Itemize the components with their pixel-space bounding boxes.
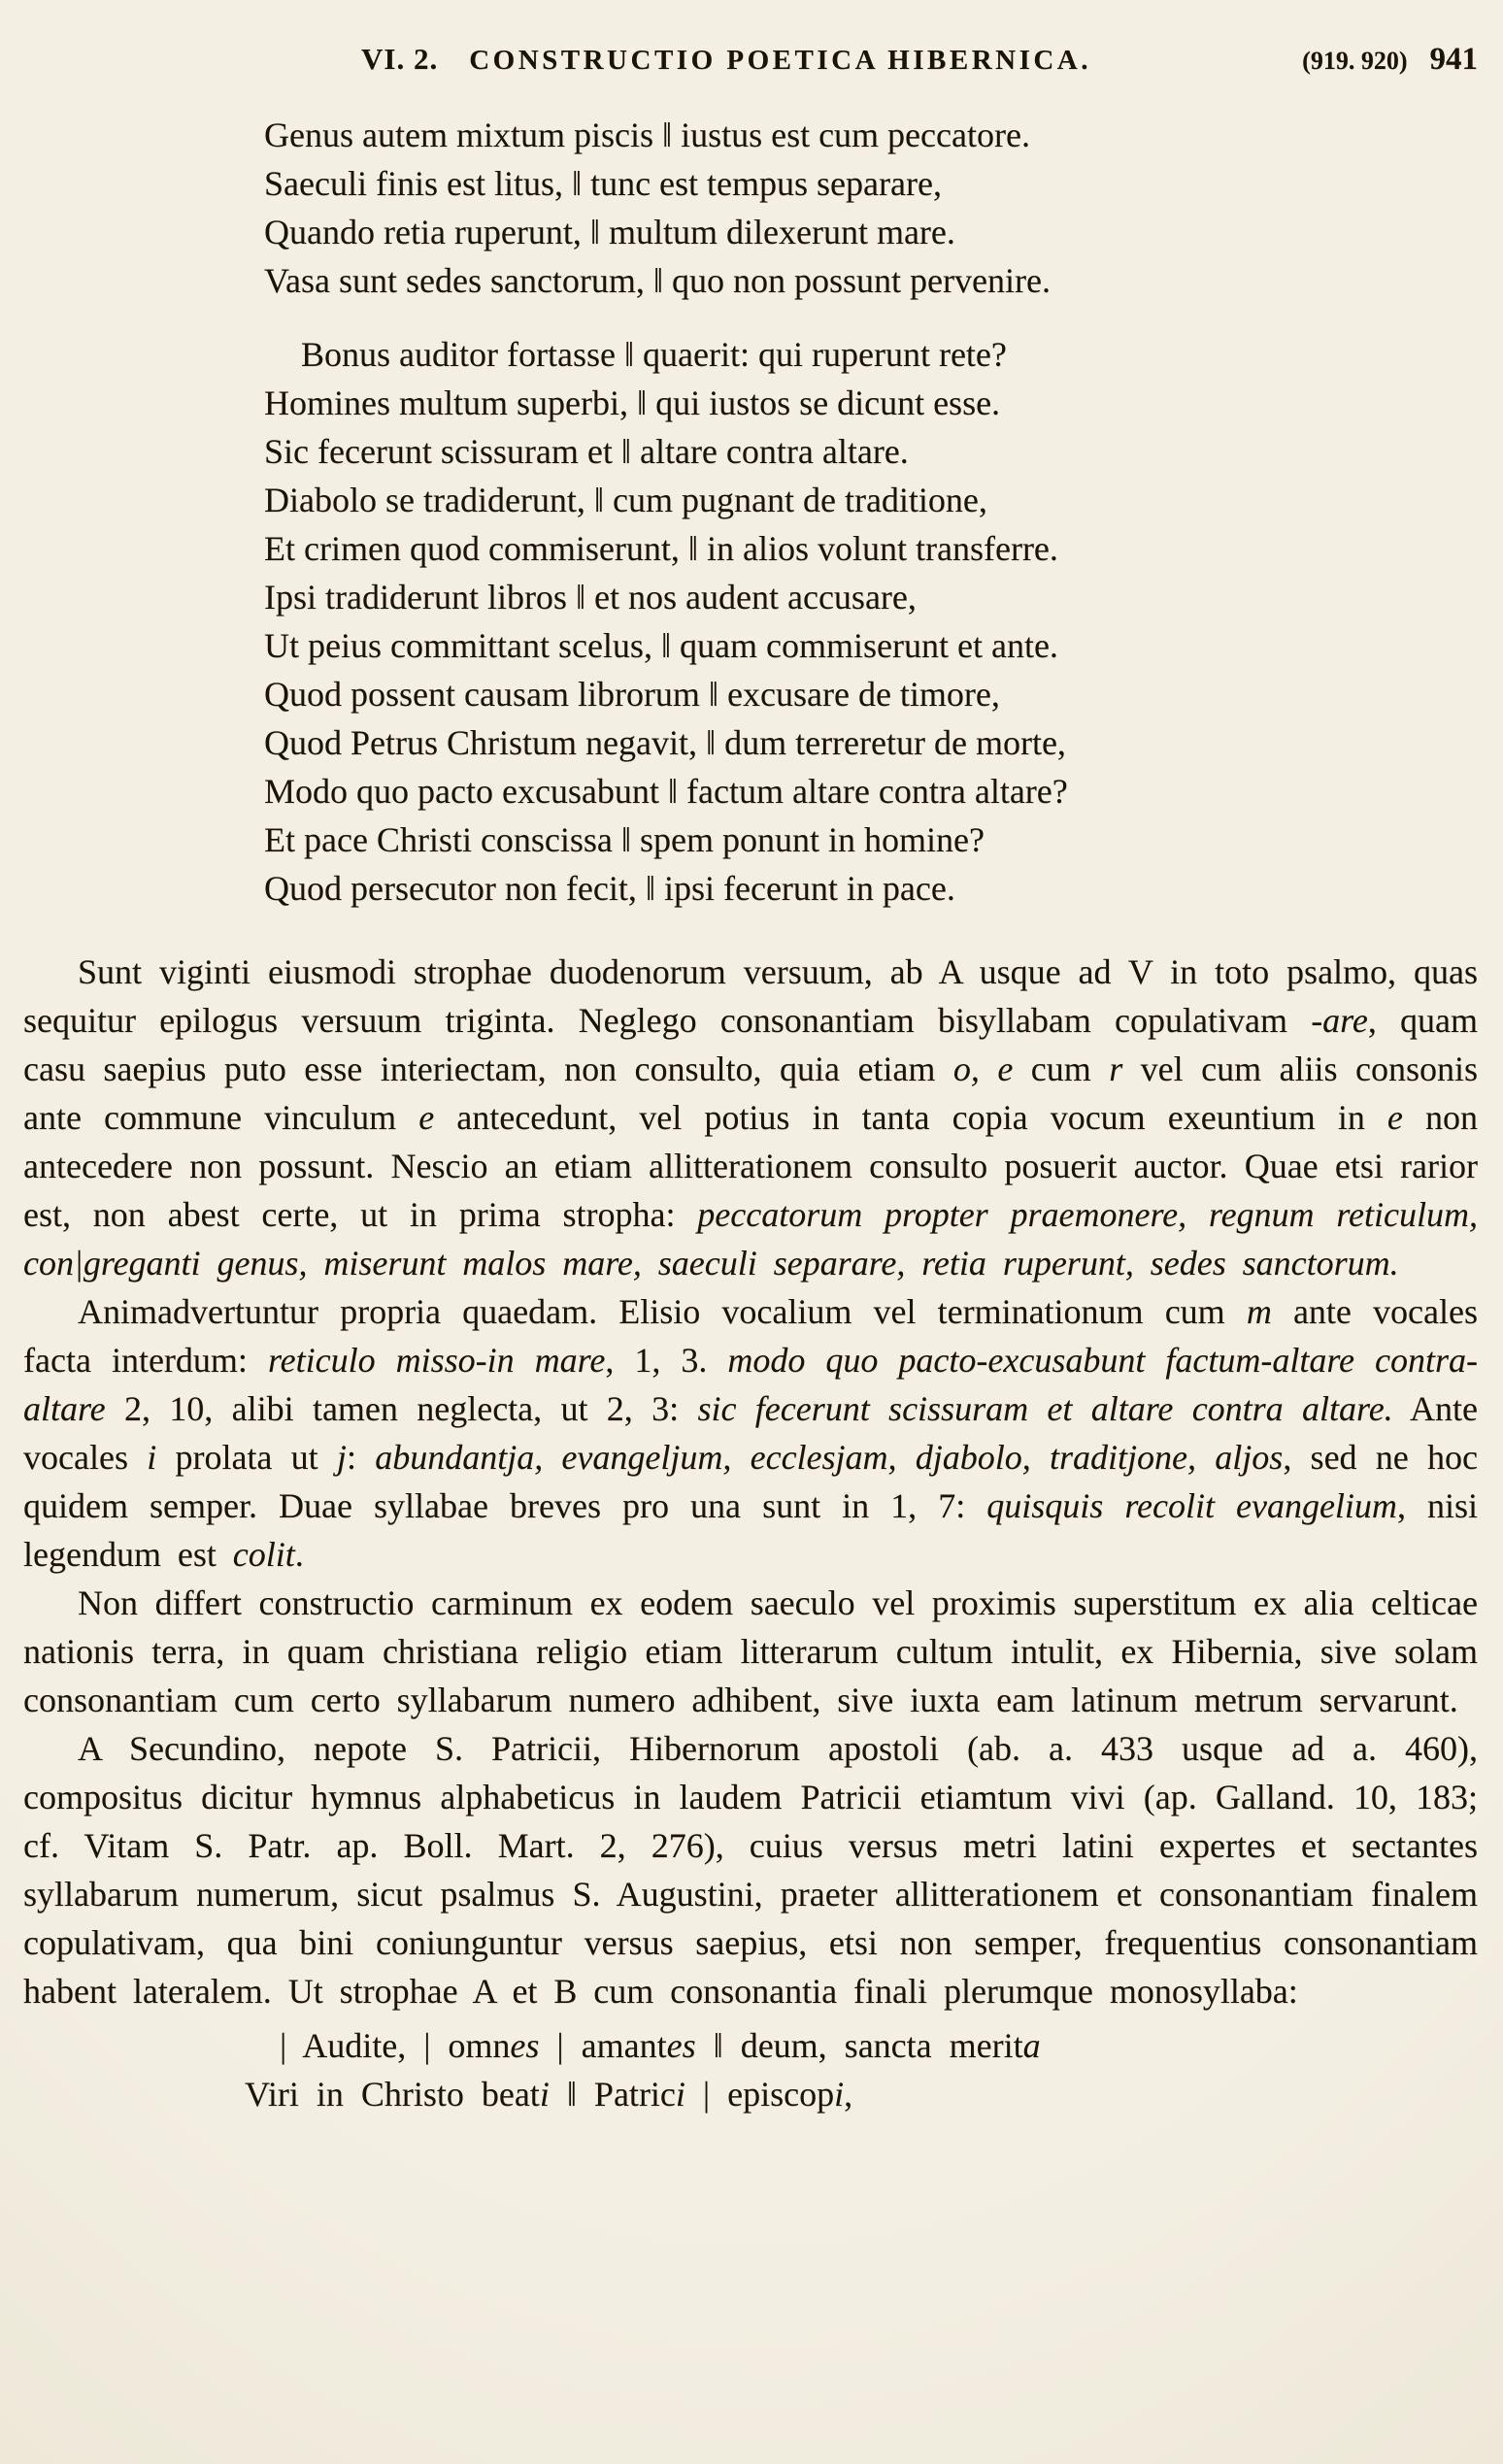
- verse-line: Quod persecutor non fecit, ‖ ipsi fecerunt in pace.: [264, 869, 955, 908]
- verse-line: Genus autem mixtum piscis ‖ iustus est cum peccatore.: [264, 116, 1030, 154]
- verse-line: Viri in Christo beati ‖ Patrici | episcopi,: [245, 2075, 853, 2114]
- verse-line: Ut peius committant scelus, ‖ quam commiserunt et ante.: [264, 626, 1058, 665]
- prose-commentary: [23, 948, 1478, 2015]
- column-reference: (919. 920): [1302, 47, 1408, 75]
- verse-line: | Audite, | omnes | amantes ‖ deum, sancta merita: [280, 2026, 1041, 2065]
- verse-quotation: [245, 2021, 1478, 2118]
- verse-line: Quod possent causam librorum ‖ excusare de timore,: [264, 675, 1000, 714]
- verse-line: Vasa sunt sedes sanctorum, ‖ quo non possunt pervenire.: [264, 261, 1051, 300]
- verse-line: Quod Petrus Christum negavit, ‖ dum terreretur de morte,: [264, 723, 1066, 762]
- verse-line: Modo quo pacto excusabunt ‖ factum altare contra altare?: [264, 772, 1068, 811]
- running-title: CONSTRUCTIO POETICA HIBERNICA.: [469, 45, 1091, 76]
- verse-stanza-1: [264, 111, 1478, 305]
- verse-line: Saeculi finis est litus, ‖ tunc est tempus separare,: [264, 164, 942, 203]
- verse-line: Homines multum superbi, ‖ qui iustos se dicunt esse.: [264, 383, 1001, 422]
- paragraph: Animadvertuntur propria quaedam. Elisio vocalium vel terminationum cum m ante vocales facta interdum: reticulo misso-in mare, 1, 3. modo quo pacto-excusabunt factum-altare contra-altare 2, 10, alibi tamen neglecta, ut 2, 3: sic fecerunt scissuram et altare contra altare. Ante vocales i prolata ut j: abundantja, evangeljum, ecclesjam, djabolo, traditjone, aljos, sed ne hoc quidem semper. Duae syllabae breves pro una sunt in 1, 7: quisquis recolit evangelium, nisi legendum est colit.: [23, 1292, 1479, 1574]
- verse-line: Sic fecerunt scissuram et ‖ altare contra altare.: [264, 432, 909, 471]
- verse-line: Et pace Christi conscissa ‖ spem ponunt in homine?: [264, 820, 985, 859]
- page-header: [23, 33, 1478, 85]
- chapter-number: VI. 2.: [361, 42, 439, 76]
- verse-line: Bonus auditor fortasse ‖ quaerit: qui ruperunt rete?: [301, 335, 1007, 374]
- paragraph: Non differt constructio carminum ex eodem saeculo vel proximis superstitum ex alia celticae nationis terra, in quam christiana religio etiam litterarum cultum intulit, ex Hibernia, sive solam consonantiam cum certo syllabarum numero adhibent, sive iuxta eam latinum metrum servarunt.: [23, 1583, 1478, 1719]
- paragraph: Sunt viginti eiusmodi strophae duodenorum versuum, ab A usque ad V in toto psalmo, quas sequitur epilogus versuum triginta. Neglego consonantiam bisyllabam copulativam -are, quam casu saepius puto esse interiectam, non consulto, quia etiam o, e cum r vel cum aliis consonis ante commune vinculum e antecedunt, vel potius in tanta copia vocum exeuntium in e non antecedere non possunt. Nescio an etiam allitterationem consulto posuerit auctor. Quae etsi rarior est, non abest certe, ut in prima stropha: peccatorum propter praemonere, regnum reticulum, con|greganti genus, miserunt malos mare, saeculi separare, retia ruperunt, sedes sanctorum.: [23, 952, 1479, 1282]
- verse-line: Quando retia ruperunt, ‖ multum dilexerunt mare.: [264, 213, 955, 251]
- verse-stanza-2: [264, 330, 1478, 913]
- paragraph: A Secundino, nepote S. Patricii, Hibernorum apostoli (ab. a. 433 usque ad a. 460), compositus dicitur hymnus alphabeticus in laudem Patricii etiamtum vivi (ap. Galland. 10, 183; cf. Vitam S. Patr. ap. Boll. Mart. 2, 276), cuius versus metri latini expertes et sectantes syllabarum numerum, sicut psalmus S. Augustini, praeter allitterationem et consonantiam finalem copulativam, qua bini coniunguntur versus saepius, etsi non semper, frequentius consonantiam habent lateralem. Ut strophae A et B cum consonantia finali plerumque monosyllaba:: [23, 1729, 1478, 2011]
- verse-line: Et crimen quod commiserunt, ‖ in alios volunt transferre.: [264, 529, 1058, 568]
- header-right-group: [1302, 33, 1478, 85]
- verse-line: Ipsi tradiderunt libros ‖ et nos audent accusare,: [264, 578, 917, 616]
- page-number: 941: [1429, 42, 1478, 77]
- verse-line: Diabolo se tradiderunt, ‖ cum pugnant de traditione,: [264, 481, 987, 519]
